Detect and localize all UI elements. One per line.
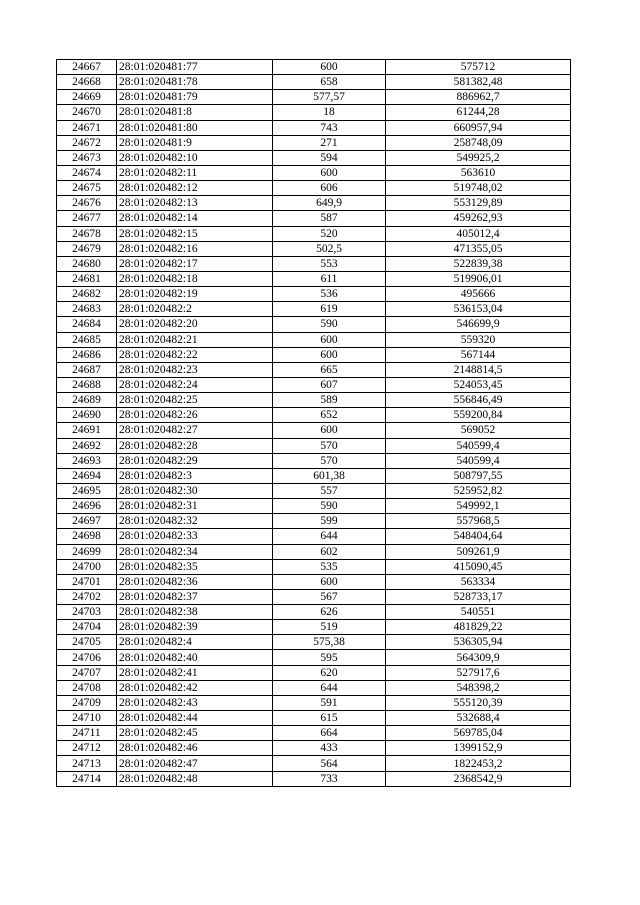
cadastral-number-cell: 28:01:020482:2 <box>117 302 273 317</box>
cadastral-number-cell: 28:01:020482:31 <box>117 499 273 514</box>
table-row <box>57 377 571 392</box>
row-number-cell: 24690 <box>57 408 117 423</box>
table-row <box>57 499 571 514</box>
row-number-cell: 24695 <box>57 483 117 498</box>
row-number-cell: 24696 <box>57 499 117 514</box>
area-cell: 600 <box>273 423 386 438</box>
table-row <box>57 362 571 377</box>
table-row <box>57 514 571 529</box>
area-cell: 600 <box>273 574 386 589</box>
cadastral-number-cell: 28:01:020482:29 <box>117 453 273 468</box>
table-row <box>57 726 571 741</box>
value-cell: 415090,45 <box>386 559 571 574</box>
cadastral-number-cell: 28:01:020481:77 <box>117 60 273 75</box>
row-number-cell: 24709 <box>57 695 117 710</box>
table-row <box>57 165 571 180</box>
area-cell: 619 <box>273 302 386 317</box>
cadastral-number-cell: 28:01:020482:17 <box>117 256 273 271</box>
row-number-cell: 24699 <box>57 544 117 559</box>
area-cell: 519 <box>273 620 386 635</box>
table-row <box>57 680 571 695</box>
cadastral-table <box>56 59 571 787</box>
cadastral-number-cell: 28:01:020482:28 <box>117 438 273 453</box>
table-row <box>57 756 571 771</box>
table-row <box>57 90 571 105</box>
area-cell: 564 <box>273 756 386 771</box>
cadastral-number-cell: 28:01:020482:39 <box>117 620 273 635</box>
area-cell: 591 <box>273 695 386 710</box>
row-number-cell: 24704 <box>57 620 117 635</box>
area-cell: 665 <box>273 362 386 377</box>
cadastral-number-cell: 28:01:020482:15 <box>117 226 273 241</box>
value-cell: 563334 <box>386 574 571 589</box>
row-number-cell: 24669 <box>57 90 117 105</box>
row-number-cell: 24705 <box>57 635 117 650</box>
table-row <box>57 589 571 604</box>
area-cell: 600 <box>273 60 386 75</box>
table-row <box>57 196 571 211</box>
table-row <box>57 241 571 256</box>
value-cell: 555120,39 <box>386 695 571 710</box>
area-cell: 602 <box>273 544 386 559</box>
cadastral-number-cell: 28:01:020482:11 <box>117 165 273 180</box>
cadastral-number-cell: 28:01:020481:78 <box>117 75 273 90</box>
area-cell: 535 <box>273 559 386 574</box>
area-cell: 599 <box>273 514 386 529</box>
area-cell: 644 <box>273 529 386 544</box>
value-cell: 2148814,5 <box>386 362 571 377</box>
value-cell: 540599,4 <box>386 453 571 468</box>
value-cell: 495666 <box>386 287 571 302</box>
cadastral-number-cell: 28:01:020482:22 <box>117 347 273 362</box>
value-cell: 536305,94 <box>386 635 571 650</box>
row-number-cell: 24700 <box>57 559 117 574</box>
cadastral-number-cell: 28:01:020482:27 <box>117 423 273 438</box>
table-row <box>57 574 571 589</box>
table-row <box>57 665 571 680</box>
area-cell: 652 <box>273 408 386 423</box>
value-cell: 548404,64 <box>386 529 571 544</box>
cadastral-number-cell: 28:01:020482:20 <box>117 317 273 332</box>
table-row <box>57 120 571 135</box>
value-cell: 549925,2 <box>386 150 571 165</box>
area-cell: 575,38 <box>273 635 386 650</box>
area-cell: 590 <box>273 317 386 332</box>
value-cell: 540551 <box>386 605 571 620</box>
table-row <box>57 211 571 226</box>
area-cell: 743 <box>273 120 386 135</box>
table-row <box>57 559 571 574</box>
area-cell: 658 <box>273 75 386 90</box>
area-cell: 733 <box>273 771 386 786</box>
area-cell: 595 <box>273 650 386 665</box>
table-row <box>57 60 571 75</box>
value-cell: 569785,04 <box>386 726 571 741</box>
value-cell: 61244,28 <box>386 105 571 120</box>
area-cell: 594 <box>273 150 386 165</box>
value-cell: 569052 <box>386 423 571 438</box>
cadastral-number-cell: 28:01:020482:18 <box>117 271 273 286</box>
area-cell: 611 <box>273 271 386 286</box>
cadastral-number-cell: 28:01:020482:12 <box>117 181 273 196</box>
value-cell: 549992,1 <box>386 499 571 514</box>
area-cell: 615 <box>273 711 386 726</box>
value-cell: 567144 <box>386 347 571 362</box>
row-number-cell: 24697 <box>57 514 117 529</box>
value-cell: 519748,02 <box>386 181 571 196</box>
cadastral-number-cell: 28:01:020481:9 <box>117 135 273 150</box>
cadastral-number-cell: 28:01:020481:8 <box>117 105 273 120</box>
area-cell: 589 <box>273 393 386 408</box>
cadastral-number-cell: 28:01:020482:3 <box>117 468 273 483</box>
value-cell: 546699,9 <box>386 317 571 332</box>
value-cell: 1399152,9 <box>386 741 571 756</box>
cadastral-number-cell: 28:01:020482:38 <box>117 605 273 620</box>
value-cell: 509261,9 <box>386 544 571 559</box>
value-cell: 519906,01 <box>386 271 571 286</box>
value-cell: 522839,38 <box>386 256 571 271</box>
table-row <box>57 635 571 650</box>
value-cell: 527917,6 <box>386 665 571 680</box>
area-cell: 271 <box>273 135 386 150</box>
row-number-cell: 24685 <box>57 332 117 347</box>
value-cell: 660957,94 <box>386 120 571 135</box>
table-row <box>57 332 571 347</box>
row-number-cell: 24673 <box>57 150 117 165</box>
value-cell: 528733,17 <box>386 589 571 604</box>
cadastral-number-cell: 28:01:020482:43 <box>117 695 273 710</box>
table-row <box>57 423 571 438</box>
area-cell: 577,57 <box>273 90 386 105</box>
cadastral-number-cell: 28:01:020482:44 <box>117 711 273 726</box>
cadastral-number-cell: 28:01:020482:19 <box>117 287 273 302</box>
cadastral-number-cell: 28:01:020482:37 <box>117 589 273 604</box>
row-number-cell: 24711 <box>57 726 117 741</box>
row-number-cell: 24712 <box>57 741 117 756</box>
cadastral-number-cell: 28:01:020482:23 <box>117 362 273 377</box>
area-cell: 600 <box>273 347 386 362</box>
cadastral-number-cell: 28:01:020482:35 <box>117 559 273 574</box>
table-row <box>57 287 571 302</box>
value-cell: 559200,84 <box>386 408 571 423</box>
value-cell: 508797,55 <box>386 468 571 483</box>
value-cell: 258748,09 <box>386 135 571 150</box>
cadastral-number-cell: 28:01:020482:25 <box>117 393 273 408</box>
value-cell: 559320 <box>386 332 571 347</box>
cadastral-number-cell: 28:01:020482:41 <box>117 665 273 680</box>
area-cell: 433 <box>273 741 386 756</box>
area-cell: 18 <box>273 105 386 120</box>
row-number-cell: 24701 <box>57 574 117 589</box>
table-row <box>57 695 571 710</box>
cadastral-number-cell: 28:01:020482:47 <box>117 756 273 771</box>
table-row <box>57 135 571 150</box>
value-cell: 471355,05 <box>386 241 571 256</box>
table-row <box>57 408 571 423</box>
value-cell: 556846,49 <box>386 393 571 408</box>
area-cell: 536 <box>273 287 386 302</box>
table-row <box>57 317 571 332</box>
table-row <box>57 150 571 165</box>
row-number-cell: 24670 <box>57 105 117 120</box>
area-cell: 607 <box>273 377 386 392</box>
cadastral-number-cell: 28:01:020482:26 <box>117 408 273 423</box>
table-row <box>57 650 571 665</box>
value-cell: 524053,45 <box>386 377 571 392</box>
row-number-cell: 24708 <box>57 680 117 695</box>
cadastral-number-cell: 28:01:020481:80 <box>117 120 273 135</box>
row-number-cell: 24693 <box>57 453 117 468</box>
value-cell: 548398,2 <box>386 680 571 695</box>
area-cell: 520 <box>273 226 386 241</box>
table-row <box>57 605 571 620</box>
row-number-cell: 24671 <box>57 120 117 135</box>
value-cell: 563610 <box>386 165 571 180</box>
row-number-cell: 24694 <box>57 468 117 483</box>
row-number-cell: 24679 <box>57 241 117 256</box>
value-cell: 536153,04 <box>386 302 571 317</box>
table-row <box>57 393 571 408</box>
cadastral-number-cell: 28:01:020482:34 <box>117 544 273 559</box>
area-cell: 649,9 <box>273 196 386 211</box>
area-cell: 601,38 <box>273 468 386 483</box>
area-cell: 590 <box>273 499 386 514</box>
table-row <box>57 271 571 286</box>
cadastral-number-cell: 28:01:020482:42 <box>117 680 273 695</box>
table-row <box>57 302 571 317</box>
row-number-cell: 24686 <box>57 347 117 362</box>
row-number-cell: 24703 <box>57 605 117 620</box>
row-number-cell: 24680 <box>57 256 117 271</box>
area-cell: 567 <box>273 589 386 604</box>
row-number-cell: 24683 <box>57 302 117 317</box>
value-cell: 1822453,2 <box>386 756 571 771</box>
row-number-cell: 24684 <box>57 317 117 332</box>
area-cell: 557 <box>273 483 386 498</box>
cadastral-number-cell: 28:01:020481:79 <box>117 90 273 105</box>
area-cell: 570 <box>273 453 386 468</box>
cadastral-number-cell: 28:01:020482:13 <box>117 196 273 211</box>
table-row <box>57 75 571 90</box>
row-number-cell: 24698 <box>57 529 117 544</box>
area-cell: 570 <box>273 438 386 453</box>
row-number-cell: 24678 <box>57 226 117 241</box>
area-cell: 553 <box>273 256 386 271</box>
cadastral-number-cell: 28:01:020482:10 <box>117 150 273 165</box>
table-row <box>57 468 571 483</box>
table-row <box>57 453 571 468</box>
row-number-cell: 24688 <box>57 377 117 392</box>
row-number-cell: 24706 <box>57 650 117 665</box>
row-number-cell: 24691 <box>57 423 117 438</box>
row-number-cell: 24672 <box>57 135 117 150</box>
cadastral-number-cell: 28:01:020482:36 <box>117 574 273 589</box>
value-cell: 886962,7 <box>386 90 571 105</box>
table-row <box>57 347 571 362</box>
value-cell: 581382,48 <box>386 75 571 90</box>
table-row <box>57 529 571 544</box>
row-number-cell: 24687 <box>57 362 117 377</box>
table-row <box>57 771 571 786</box>
row-number-cell: 24677 <box>57 211 117 226</box>
row-number-cell: 24674 <box>57 165 117 180</box>
cadastral-number-cell: 28:01:020482:24 <box>117 377 273 392</box>
cadastral-number-cell: 28:01:020482:4 <box>117 635 273 650</box>
area-cell: 620 <box>273 665 386 680</box>
row-number-cell: 24681 <box>57 271 117 286</box>
cadastral-number-cell: 28:01:020482:32 <box>117 514 273 529</box>
area-cell: 600 <box>273 332 386 347</box>
area-cell: 626 <box>273 605 386 620</box>
area-cell: 606 <box>273 181 386 196</box>
value-cell: 532688,4 <box>386 711 571 726</box>
area-cell: 600 <box>273 165 386 180</box>
row-number-cell: 24713 <box>57 756 117 771</box>
value-cell: 540599,4 <box>386 438 571 453</box>
cadastral-number-cell: 28:01:020482:16 <box>117 241 273 256</box>
value-cell: 459262,93 <box>386 211 571 226</box>
row-number-cell: 24692 <box>57 438 117 453</box>
row-number-cell: 24702 <box>57 589 117 604</box>
row-number-cell: 24675 <box>57 181 117 196</box>
table-row <box>57 711 571 726</box>
value-cell: 564309,9 <box>386 650 571 665</box>
value-cell: 553129,89 <box>386 196 571 211</box>
table-row <box>57 741 571 756</box>
value-cell: 525952,82 <box>386 483 571 498</box>
row-number-cell: 24676 <box>57 196 117 211</box>
row-number-cell: 24710 <box>57 711 117 726</box>
table-row <box>57 226 571 241</box>
row-number-cell: 24668 <box>57 75 117 90</box>
table-row <box>57 544 571 559</box>
table-row <box>57 438 571 453</box>
area-cell: 664 <box>273 726 386 741</box>
table-row <box>57 105 571 120</box>
value-cell: 405012,4 <box>386 226 571 241</box>
row-number-cell: 24682 <box>57 287 117 302</box>
row-number-cell: 24689 <box>57 393 117 408</box>
area-cell: 502,5 <box>273 241 386 256</box>
area-cell: 587 <box>273 211 386 226</box>
table-row <box>57 620 571 635</box>
table-body <box>57 60 571 787</box>
table-row <box>57 181 571 196</box>
cadastral-number-cell: 28:01:020482:40 <box>117 650 273 665</box>
cadastral-number-cell: 28:01:020482:48 <box>117 771 273 786</box>
cadastral-number-cell: 28:01:020482:45 <box>117 726 273 741</box>
cadastral-number-cell: 28:01:020482:30 <box>117 483 273 498</box>
row-number-cell: 24714 <box>57 771 117 786</box>
cadastral-number-cell: 28:01:020482:33 <box>117 529 273 544</box>
value-cell: 481829,22 <box>386 620 571 635</box>
value-cell: 557968,5 <box>386 514 571 529</box>
area-cell: 644 <box>273 680 386 695</box>
table-row <box>57 256 571 271</box>
cadastral-number-cell: 28:01:020482:14 <box>117 211 273 226</box>
cadastral-number-cell: 28:01:020482:21 <box>117 332 273 347</box>
row-number-cell: 24667 <box>57 60 117 75</box>
table-row <box>57 483 571 498</box>
value-cell: 2368542,9 <box>386 771 571 786</box>
row-number-cell: 24707 <box>57 665 117 680</box>
value-cell: 575712 <box>386 60 571 75</box>
cadastral-number-cell: 28:01:020482:46 <box>117 741 273 756</box>
